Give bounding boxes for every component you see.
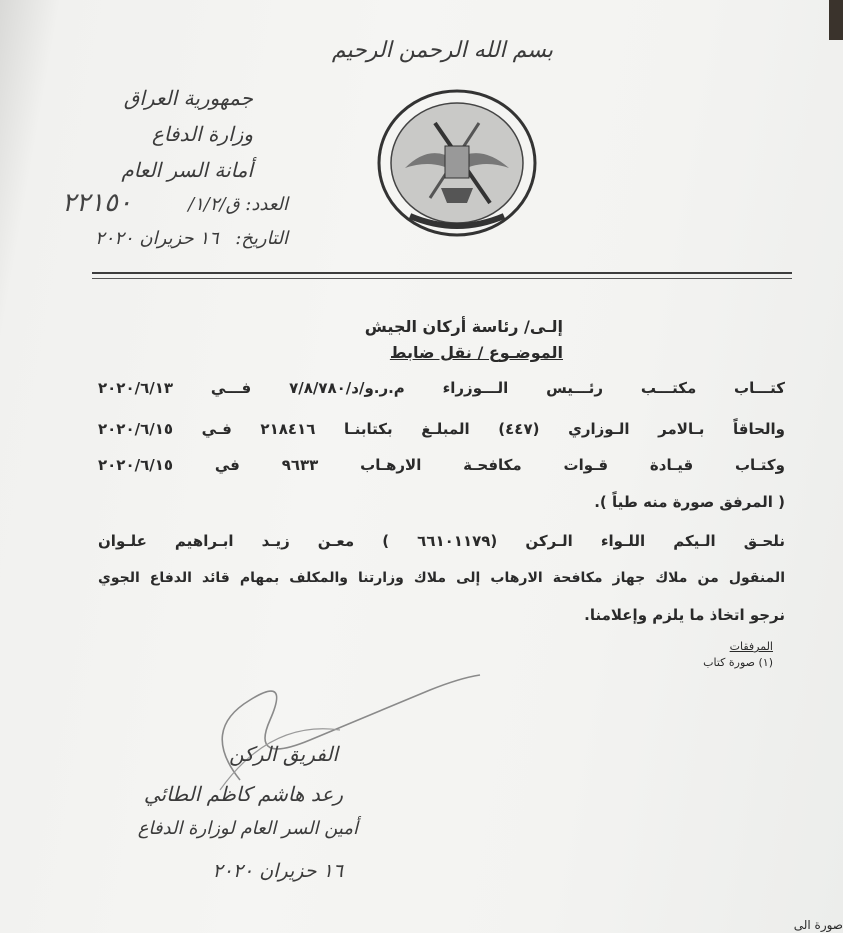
signature-title: أمين السر العام لوزارة الدفاع xyxy=(137,818,358,839)
background-edge xyxy=(829,0,843,40)
footer-fragment: صورة الى xyxy=(793,918,843,932)
ministry-of-defence-seal-icon xyxy=(375,88,539,238)
header-number-label: العدد: ق/١/٢/ xyxy=(188,194,288,215)
body-line-4: ( المرفق صورة منه طياً ). xyxy=(594,493,785,511)
header-date-label: التاريخ: xyxy=(235,228,288,249)
signature-name: رعد هاشم كاظم الطائي xyxy=(143,782,343,806)
body-line-7: نرجو اتخاذ ما يلزم وإعلامنا. xyxy=(584,606,785,624)
subject: الموضـوع / نقل ضابط xyxy=(389,343,563,362)
body-line-2: والحاقاً بـالامر الـوزاري (٤٤٧) المبلـغ بكتابنـا ٢١٨٤١٦ فـي ٢٠٢٠/٦/١٥ xyxy=(98,420,785,438)
header-divider-thin xyxy=(92,278,792,279)
basmala: بسم الله الرحمن الرحيم xyxy=(331,38,553,63)
header-divider xyxy=(92,272,792,274)
signature-rank: الفريق الركن xyxy=(229,742,338,766)
body-line-6: المنقول من ملاك جهاز مكافحة الارهاب إلى ملاك وزارتنا والمكلف بمهام قائد الدفاع الجوي xyxy=(98,570,785,586)
signature-date: ١٦ حزيران ٢٠٢٠ xyxy=(212,860,343,882)
addressee: إلـى/ رئاسة أركان الجيش xyxy=(364,317,563,336)
header-number-value: ٢٢١٥٠ xyxy=(62,188,132,218)
header-ministry: وزارة الدفاع xyxy=(151,122,253,146)
header-secretariat: أمانة السر العام xyxy=(121,158,253,182)
attachments-item: (١) صورة كتاب xyxy=(703,656,773,669)
body-line-5: نلحـق الـيكم اللـواء الـركن (٦٦١٠١١٧٩ ) معـن زيـد ابـراهيم علـوان xyxy=(98,532,785,550)
attachments-title: المرفقات xyxy=(729,640,773,653)
header-republic: جمهورية العراق xyxy=(123,86,253,110)
header-date-value: ١٦ حزيران ٢٠٢٠ xyxy=(95,228,219,249)
body-line-3: وكتـاب قيـادة قـوات مكافحـة الارهـاب ٩٦٣٣ في ٢٠٢٠/٦/١٥ xyxy=(98,456,785,474)
body-line-1: كتـــاب مكتـــب رئـــيس الـــوزراء م.ر.و/د/٧/٨/٧٨٠ فـــي ٢٠٢٠/٦/١٣ xyxy=(98,379,785,397)
